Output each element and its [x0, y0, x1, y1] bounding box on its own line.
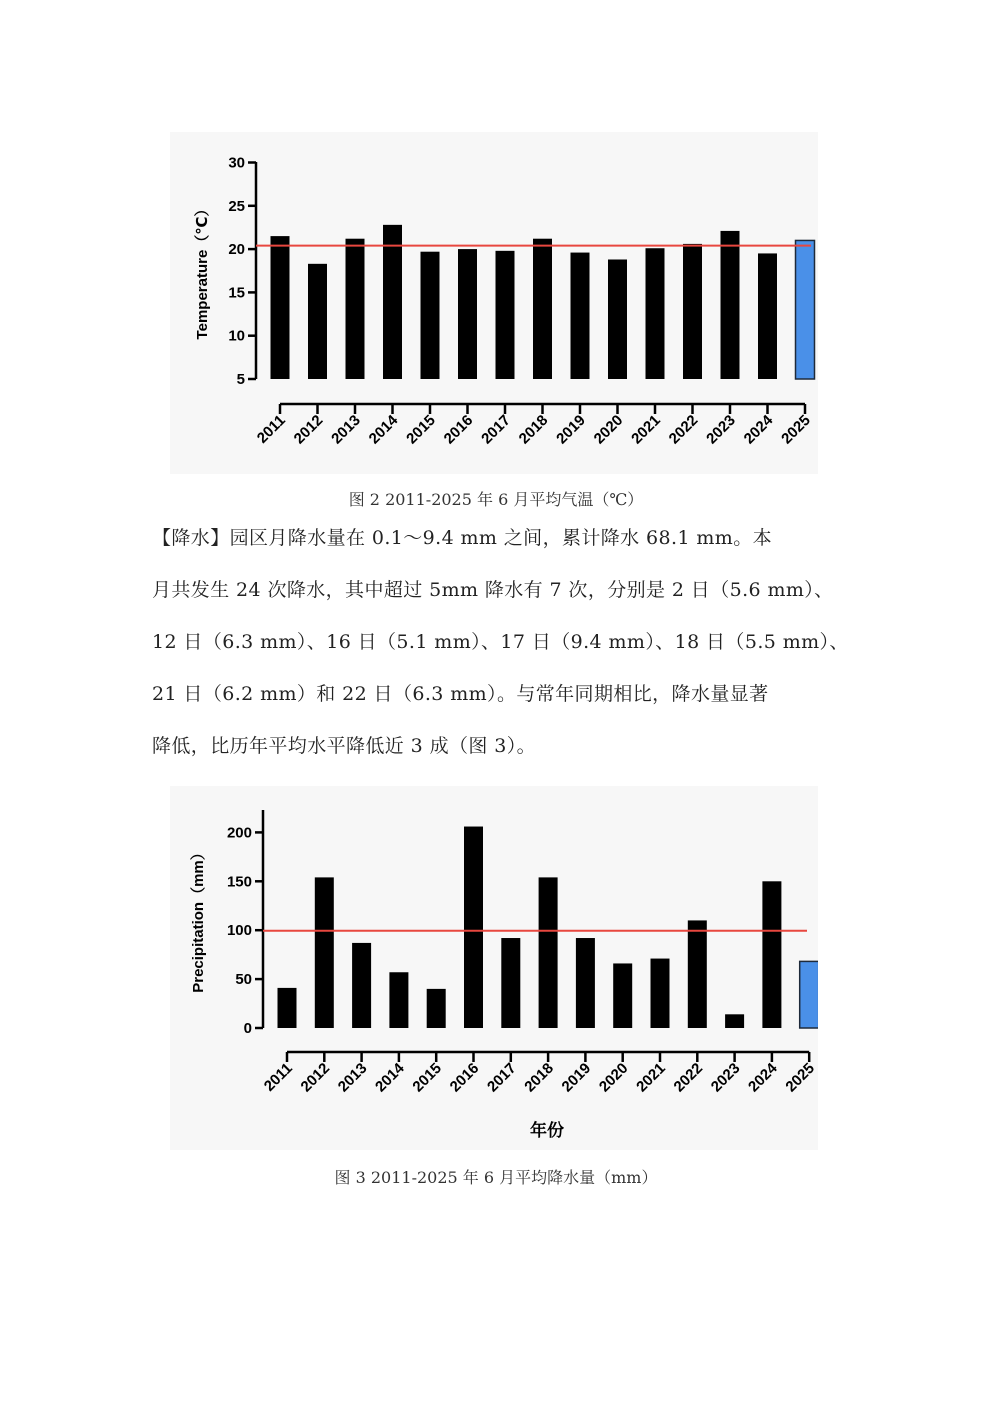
x-tick-label: 2011	[260, 1059, 296, 1095]
y-tick-label: 25	[228, 197, 245, 215]
bar	[421, 252, 440, 379]
temperature-chart-panel	[170, 132, 818, 474]
x-tick-label: 2015	[409, 1059, 446, 1096]
precipitation-chart	[170, 786, 818, 1150]
bar	[539, 877, 558, 1028]
x-tick-label: 2023	[703, 411, 739, 448]
precipitation-paragraph	[152, 512, 849, 772]
y-tick-label: 0	[243, 1020, 252, 1037]
x-tick-label: 2024	[745, 1059, 781, 1096]
x-axis-title: 年份	[530, 1121, 564, 1140]
bar	[501, 938, 520, 1028]
y-tick-label: 200	[226, 824, 252, 842]
bar	[608, 259, 627, 379]
x-tick-label: 2016	[446, 1059, 483, 1096]
figure-2-caption: 图 2 2011-2025 年 6 月平均气温（℃）	[348, 490, 644, 509]
bar	[533, 239, 552, 379]
x-tick-label: 2018	[515, 411, 552, 448]
x-tick-label: 2017	[478, 411, 514, 448]
bar	[762, 881, 781, 1028]
x-tick-label: 2020	[595, 1059, 632, 1096]
bar	[427, 989, 446, 1028]
x-tick-label: 2018	[521, 1059, 557, 1096]
temperature-chart	[170, 132, 818, 474]
figure-3-caption: 图 3 2011-2025 年 6 月平均降水量（mm）	[334, 1168, 658, 1187]
x-tick-label: 2012	[290, 411, 327, 448]
bar	[688, 920, 707, 1028]
x-tick-label: 2019	[553, 411, 589, 448]
x-tick-label: 2017	[484, 1059, 520, 1096]
bar	[308, 264, 327, 379]
bar	[651, 959, 670, 1028]
x-tick-label: 2011	[253, 411, 289, 447]
paragraph-line: 月共发生 24 次降水，其中超过 5mm 降水有 7 次，分别是 2 日（5.6 mm）、	[152, 579, 834, 601]
bar	[758, 253, 777, 379]
bar	[352, 943, 371, 1028]
bar	[721, 231, 740, 379]
bar	[683, 244, 702, 379]
bar	[346, 239, 365, 379]
x-tick-label: 2014	[372, 1059, 408, 1096]
bar	[278, 988, 297, 1028]
x-tick-label: 2016	[440, 411, 477, 448]
x-tick-label: 2020	[590, 411, 627, 448]
x-tick-label: 2022	[670, 1059, 707, 1096]
bar	[613, 963, 632, 1028]
x-tick-label: 2012	[297, 1059, 334, 1096]
bar	[496, 251, 515, 379]
bar	[271, 236, 290, 379]
y-tick-label: 5	[236, 371, 245, 388]
y-tick-label: 10	[228, 327, 245, 345]
x-tick-label: 2013	[328, 411, 364, 448]
paragraph-line: 21 日（6.2 mm）和 22 日（6.3 mm）。与常年同期相比，降水量显著	[152, 683, 769, 705]
y-tick-label: 100	[226, 922, 252, 940]
y-tick-label: 20	[228, 241, 245, 259]
x-tick-label: 2021	[628, 411, 664, 448]
bar-highlight	[800, 961, 818, 1028]
bar	[725, 1014, 744, 1028]
bar	[458, 249, 477, 379]
x-tick-label: 2013	[334, 1059, 371, 1096]
x-tick-label: 2022	[665, 411, 702, 448]
x-tick-label: 2014	[365, 411, 402, 448]
bar	[383, 225, 402, 379]
bar-highlight	[796, 240, 815, 379]
paragraph-line: 【降水】园区月降水量在 0.1～9.4 mm 之间，累计降水 68.1 mm。本	[152, 527, 773, 549]
y-tick-label: 50	[235, 971, 252, 989]
x-tick-label: 2019	[558, 1059, 595, 1096]
bar	[646, 248, 665, 379]
x-tick-label: 2024	[740, 411, 777, 448]
y-axis-title: Precipitation（mm）	[190, 845, 207, 993]
paragraph-line: 12 日（6.3 mm）、16 日（5.1 mm）、17 日（9.4 mm）、18 日（5.5 mm）、	[152, 631, 849, 653]
y-tick-label: 150	[226, 873, 252, 891]
precipitation-chart-panel	[170, 786, 818, 1150]
x-tick-label: 2015	[403, 411, 439, 448]
bar	[576, 938, 595, 1028]
x-tick-label: 2025	[782, 1059, 818, 1096]
y-axis-title: Temperature（℃）	[194, 201, 211, 340]
y-tick-label: 15	[228, 284, 245, 302]
x-tick-label: 2023	[707, 1059, 744, 1096]
bar	[464, 827, 483, 1028]
x-tick-label: 2021	[633, 1059, 669, 1096]
bar	[571, 253, 590, 379]
bar	[389, 972, 408, 1028]
x-tick-label: 2025	[778, 411, 814, 448]
y-tick-label: 30	[228, 154, 245, 172]
paragraph-line: 降低，比历年平均水平降低近 3 成（图 3）。	[152, 735, 536, 757]
bar	[315, 877, 334, 1028]
